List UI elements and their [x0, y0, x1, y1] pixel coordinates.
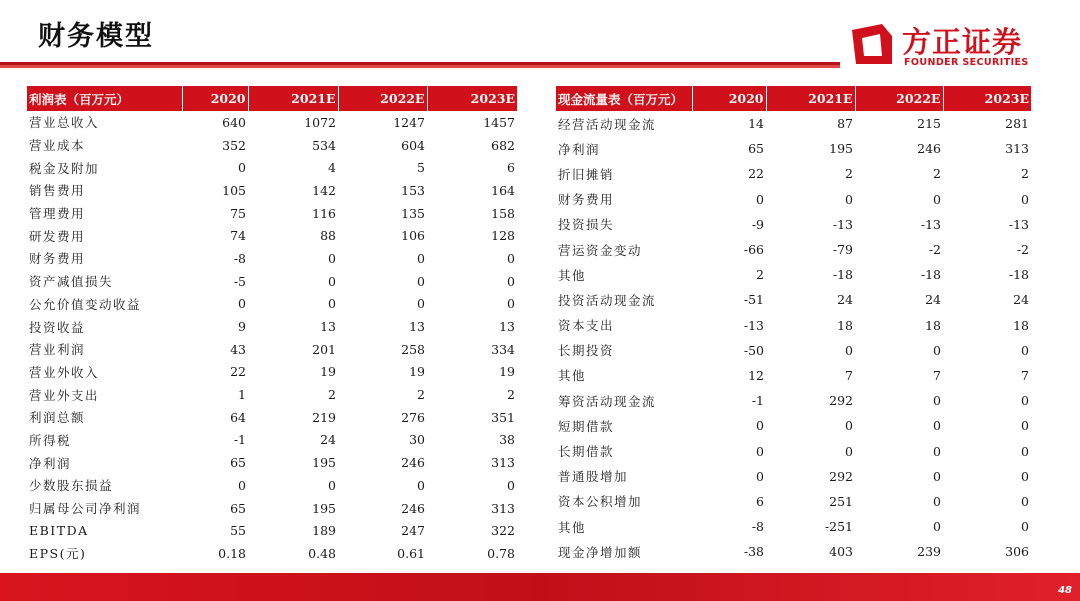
cashflow-value-cell: 0: [933, 418, 941, 434]
cashflow-value-cell: 2: [845, 166, 853, 182]
founder-logo-icon: [850, 22, 894, 66]
income-row-label: 所得税: [29, 432, 72, 448]
income-row-label: 营业外收入: [29, 364, 100, 380]
income-value-cell: 13: [499, 319, 515, 335]
income-value-cell: 9: [238, 319, 246, 335]
income-value-cell: 201: [312, 341, 336, 357]
income-value-cell: 0: [238, 296, 246, 312]
page-number: 48: [1058, 585, 1072, 596]
income-value-cell: 0: [328, 273, 336, 289]
income-value-cell: -5: [233, 273, 246, 289]
income-value-cell: 276: [401, 409, 425, 425]
income-row-label: 财务费用: [29, 251, 86, 267]
income-value-cell: 1: [238, 387, 246, 403]
cashflow-value-cell: 0: [1021, 393, 1029, 409]
cashflow-value-cell: 24: [1013, 292, 1029, 308]
income-value-cell: 0: [417, 477, 425, 493]
income-row: [27, 202, 517, 225]
income-value-cell: 55: [230, 523, 246, 539]
cashflow-value-cell: 0: [933, 342, 941, 358]
cashflow-row: [556, 363, 1031, 388]
income-row-label: 归属母公司净利润: [29, 501, 142, 517]
cashflow-value-cell: 0: [845, 342, 853, 358]
cashflow-value-cell: 215: [917, 116, 941, 132]
cashflow-value-cell: 281: [1005, 116, 1029, 132]
income-value-cell: 6: [507, 160, 515, 176]
cashflow-row-label: 普通股增加: [558, 469, 629, 485]
cashflow-value-cell: 0: [756, 191, 764, 207]
income-year-header: 2020: [182, 86, 248, 111]
cashflow-row: [556, 161, 1031, 186]
income-row: [27, 315, 517, 338]
cashflow-row: [556, 539, 1031, 564]
income-year-header: 2023E: [427, 86, 517, 111]
income-value-cell: 0: [417, 273, 425, 289]
income-value-cell: 195: [312, 455, 336, 471]
cashflow-value-cell: -38: [743, 544, 764, 560]
income-value-cell: 0: [507, 250, 515, 266]
cashflow-value-cell: 24: [925, 292, 941, 308]
cashflow-value-cell: -66: [743, 242, 764, 258]
cashflow-row-label: 其他: [558, 368, 587, 384]
income-value-cell: 0.78: [487, 545, 515, 561]
cashflow-value-cell: -13: [832, 216, 853, 232]
income-value-cell: 604: [401, 137, 425, 153]
income-row-label: EPS(元): [29, 546, 87, 562]
cashflow-value-cell: 14: [748, 116, 764, 132]
cashflow-value-cell: 195: [829, 141, 853, 157]
income-row-label: 少数股东损益: [29, 478, 114, 494]
cashflow-value-cell: 0: [1021, 418, 1029, 434]
income-value-cell: 534: [312, 137, 336, 153]
cashflow-value-cell: -79: [832, 242, 853, 258]
income-value-cell: 0: [238, 477, 246, 493]
cashflow-value-cell: 6: [756, 493, 764, 509]
income-row: [27, 179, 517, 202]
income-row-label: 投资收益: [29, 319, 86, 335]
cashflow-row: [556, 262, 1031, 287]
income-row-label: 研发费用: [29, 228, 86, 244]
income-value-cell: 219: [312, 409, 336, 425]
income-year-header: 2022E: [338, 86, 427, 111]
income-value-cell: 0.61: [397, 545, 425, 561]
cashflow-value-cell: -1: [751, 393, 764, 409]
income-title-cell: 利润表（百万元）: [27, 86, 182, 111]
cashflow-value-cell: 2: [756, 267, 764, 283]
cashflow-row: [556, 237, 1031, 262]
income-value-cell: 0: [417, 296, 425, 312]
income-value-cell: 0: [328, 477, 336, 493]
income-value-cell: 64: [230, 409, 246, 425]
income-value-cell: 30: [409, 432, 425, 448]
income-value-cell: 0: [417, 250, 425, 266]
income-value-cell: 334: [491, 341, 515, 357]
cashflow-value-cell: 0: [756, 443, 764, 459]
title-divider: [0, 62, 840, 68]
income-year-header: 2021E: [248, 86, 338, 111]
income-value-cell: 322: [491, 523, 515, 539]
income-value-cell: 1247: [393, 114, 425, 130]
cashflow-value-cell: -13: [1008, 216, 1029, 232]
cashflow-value-cell: -2: [928, 242, 941, 258]
cashflow-value-cell: 18: [1013, 317, 1029, 333]
income-value-cell: -8: [233, 250, 246, 266]
cashflow-value-cell: 2: [1021, 166, 1029, 182]
income-value-cell: 19: [320, 364, 336, 380]
page-title: 财务模型: [38, 21, 154, 52]
cashflow-value-cell: 0: [1021, 468, 1029, 484]
brand-name-en: FOUNDER SECURITIES: [904, 57, 1029, 68]
cashflow-row-label: 营运资金变动: [558, 242, 643, 258]
cashflow-row: [556, 388, 1031, 413]
income-value-cell: 158: [491, 205, 515, 221]
income-value-cell: 0: [507, 296, 515, 312]
cashflow-value-cell: 0: [1021, 493, 1029, 509]
income-row-label: 营业成本: [29, 138, 86, 154]
income-value-cell: 0: [238, 160, 246, 176]
cashflow-row-label: 经营活动现金流: [558, 116, 657, 132]
cashflow-row-label: 现金净增加额: [558, 544, 643, 560]
cashflow-value-cell: 0: [933, 393, 941, 409]
cashflow-value-cell: 239: [917, 544, 941, 560]
income-row-label: 资产减值损失: [29, 274, 114, 290]
cashflow-row-label: 长期投资: [558, 343, 615, 359]
cashflow-value-cell: 0: [1021, 191, 1029, 207]
cashflow-value-cell: -18: [920, 267, 941, 283]
cashflow-value-cell: -13: [920, 216, 941, 232]
income-row: [27, 293, 517, 316]
income-value-cell: 0.18: [218, 545, 246, 561]
income-row: [27, 429, 517, 452]
cashflow-year-header: 2021E: [766, 86, 855, 111]
income-row: [27, 270, 517, 293]
income-value-cell: 351: [491, 409, 515, 425]
income-row-label: 营业利润: [29, 342, 86, 358]
cashflow-value-cell: 0: [933, 493, 941, 509]
cashflow-row-label: 资本公积增加: [558, 494, 643, 510]
cashflow-row-label: 筹资活动现金流: [558, 393, 657, 409]
cashflow-value-cell: 7: [1021, 367, 1029, 383]
cashflow-value-cell: 24: [837, 292, 853, 308]
cashflow-value-cell: 0: [933, 468, 941, 484]
income-value-cell: 2: [507, 387, 515, 403]
cashflow-value-cell: 65: [748, 141, 764, 157]
cashflow-value-cell: -18: [1008, 267, 1029, 283]
income-value-cell: 4: [328, 160, 336, 176]
income-row: [27, 156, 517, 179]
income-row-label: 管理费用: [29, 206, 86, 222]
income-value-cell: 135: [401, 205, 425, 221]
income-row: [27, 338, 517, 361]
income-row: [27, 406, 517, 429]
income-value-cell: 258: [401, 341, 425, 357]
income-row: [27, 361, 517, 384]
income-value-cell: 128: [491, 228, 515, 244]
cashflow-row-label: 长期借款: [558, 444, 615, 460]
income-header-row: [27, 86, 517, 111]
income-value-cell: 19: [409, 364, 425, 380]
income-value-cell: 246: [401, 500, 425, 516]
income-value-cell: 0: [507, 477, 515, 493]
cashflow-row-label: 折旧摊销: [558, 166, 615, 182]
cashflow-value-cell: 0: [933, 443, 941, 459]
cashflow-row-label: 短期借款: [558, 418, 615, 434]
income-row: [27, 383, 517, 406]
cashflow-value-cell: -18: [832, 267, 853, 283]
cashflow-value-cell: 246: [917, 141, 941, 157]
income-row-label: 利润总额: [29, 410, 86, 426]
income-value-cell: 247: [401, 523, 425, 539]
income-row: [27, 451, 517, 474]
cashflow-row: [556, 111, 1031, 136]
cashflow-row-label: 投资活动现金流: [558, 292, 657, 308]
cashflow-value-cell: 22: [748, 166, 764, 182]
cashflow-value-cell: 292: [829, 393, 853, 409]
income-value-cell: 105: [222, 182, 246, 198]
income-row: [27, 247, 517, 270]
income-row-label: 公允价值变动收益: [29, 296, 142, 312]
income-value-cell: 313: [491, 500, 515, 516]
brand-name-cn: 方正证券: [902, 25, 1023, 59]
income-value-cell: 0.48: [308, 545, 336, 561]
footer-band: [0, 573, 1080, 601]
income-value-cell: 142: [312, 182, 336, 198]
income-value-cell: 116: [312, 205, 336, 221]
cashflow-value-cell: 2: [933, 166, 941, 182]
cashflow-value-cell: 18: [925, 317, 941, 333]
cashflow-value-cell: 0: [933, 191, 941, 207]
cashflow-row-label: 投资损失: [558, 217, 615, 233]
cashflow-value-cell: 0: [1021, 443, 1029, 459]
income-value-cell: 38: [499, 432, 515, 448]
income-value-cell: -1: [233, 432, 246, 448]
cashflow-value-cell: 0: [756, 418, 764, 434]
brand-logo: [850, 20, 1040, 72]
income-value-cell: 153: [401, 182, 425, 198]
cashflow-row-label: 资本支出: [558, 318, 615, 334]
cashflow-row-label: 净利润: [558, 141, 601, 157]
income-row-label: 营业外支出: [29, 387, 100, 403]
cashflow-value-cell: 0: [845, 418, 853, 434]
cashflow-value-cell: 7: [845, 367, 853, 383]
income-value-cell: 246: [401, 455, 425, 471]
income-row: [27, 111, 517, 134]
cashflow-row-label: 财务费用: [558, 192, 615, 208]
cashflow-value-cell: 0: [933, 519, 941, 535]
income-statement-table: [27, 86, 517, 565]
cashflow-value-cell: 0: [1021, 342, 1029, 358]
cashflow-value-cell: 251: [829, 493, 853, 509]
cashflow-row: [556, 438, 1031, 463]
cashflow-row: [556, 489, 1031, 514]
cashflow-row: [556, 187, 1031, 212]
cashflow-row: [556, 413, 1031, 438]
cashflow-value-cell: 0: [1021, 519, 1029, 535]
income-value-cell: 5: [417, 160, 425, 176]
income-value-cell: 640: [222, 114, 246, 130]
income-value-cell: 19: [499, 364, 515, 380]
income-value-cell: 1457: [483, 114, 515, 130]
cashflow-row: [556, 212, 1031, 237]
cashflow-row: [556, 464, 1031, 489]
cashflow-value-cell: 7: [933, 367, 941, 383]
cashflow-row: [556, 313, 1031, 338]
cashflow-value-cell: 313: [1005, 141, 1029, 157]
income-value-cell: 43: [230, 341, 246, 357]
cashflow-value-cell: 306: [1005, 544, 1029, 560]
cashflow-value-cell: 403: [829, 544, 853, 560]
cashflow-value-cell: 0: [845, 191, 853, 207]
cashflow-value-cell: 0: [845, 443, 853, 459]
income-row: [27, 519, 517, 542]
cashflow-value-cell: -13: [743, 317, 764, 333]
cashflow-value-cell: 292: [829, 468, 853, 484]
cashflow-value-cell: -2: [1016, 242, 1029, 258]
income-row-label: 税金及附加: [29, 160, 100, 176]
income-value-cell: 164: [491, 182, 515, 198]
income-value-cell: 65: [230, 500, 246, 516]
income-value-cell: 106: [401, 228, 425, 244]
income-value-cell: 2: [417, 387, 425, 403]
income-value-cell: 75: [230, 205, 246, 221]
income-value-cell: 22: [230, 364, 246, 380]
cashflow-title-cell: 现金流量表（百万元）: [556, 86, 692, 111]
cashflow-value-cell: 12: [748, 367, 764, 383]
cashflow-header-row: [556, 86, 1031, 111]
income-row-label: 营业总收入: [29, 115, 100, 131]
cashflow-year-header: 2022E: [855, 86, 943, 111]
income-row-label: 净利润: [29, 455, 72, 471]
cashflow-value-cell: -51: [743, 292, 764, 308]
cashflow-year-header: 2020: [692, 86, 766, 111]
cashflow-value-cell: 18: [837, 317, 853, 333]
cashflow-row: [556, 136, 1031, 161]
cashflow-row-label: 其他: [558, 267, 587, 283]
income-value-cell: 65: [230, 455, 246, 471]
income-value-cell: 1072: [304, 114, 336, 130]
income-row-label: 销售费用: [29, 183, 86, 199]
income-value-cell: 2: [328, 387, 336, 403]
income-value-cell: 313: [491, 455, 515, 471]
income-row: [27, 497, 517, 520]
income-value-cell: 0: [328, 296, 336, 312]
income-value-cell: 13: [320, 319, 336, 335]
cashflow-value-cell: -8: [751, 519, 764, 535]
income-value-cell: 0: [507, 273, 515, 289]
income-value-cell: 195: [312, 500, 336, 516]
income-value-cell: 88: [320, 228, 336, 244]
cashflow-value-cell: -251: [824, 519, 853, 535]
cash-flow-table: [556, 86, 1031, 564]
cashflow-year-header: 2023E: [943, 86, 1031, 111]
income-row-label: EBITDA: [29, 523, 89, 539]
cashflow-row: [556, 338, 1031, 363]
cashflow-value-cell: -50: [743, 342, 764, 358]
income-row: [27, 224, 517, 247]
income-row: [27, 134, 517, 157]
cashflow-row: [556, 287, 1031, 312]
cashflow-value-cell: 87: [837, 116, 853, 132]
income-value-cell: 189: [312, 523, 336, 539]
income-value-cell: 24: [320, 432, 336, 448]
income-value-cell: 352: [222, 137, 246, 153]
income-value-cell: 682: [491, 137, 515, 153]
income-row: [27, 474, 517, 497]
income-value-cell: 13: [409, 319, 425, 335]
cashflow-row: [556, 514, 1031, 539]
cashflow-value-cell: -9: [751, 216, 764, 232]
cashflow-value-cell: 0: [756, 468, 764, 484]
income-value-cell: 0: [328, 250, 336, 266]
income-value-cell: 74: [230, 228, 246, 244]
cashflow-row-label: 其他: [558, 519, 587, 535]
income-row: [27, 542, 517, 565]
